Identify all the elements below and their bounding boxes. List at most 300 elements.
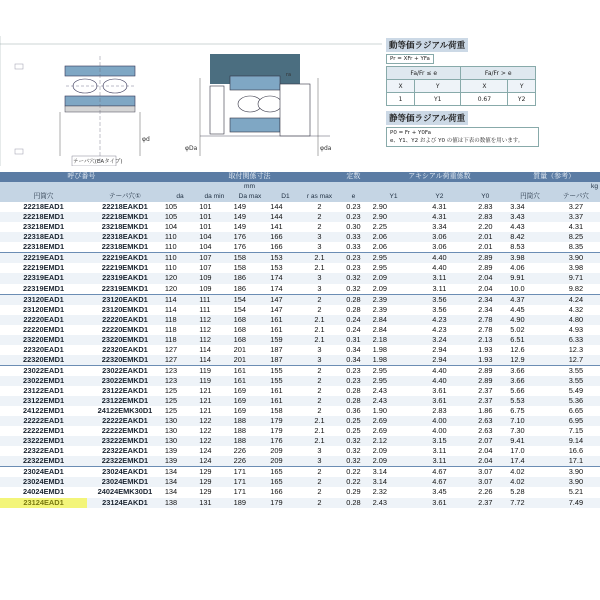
Y2-value: 3.34 [432,222,447,232]
ras-max-value: 3 [303,456,337,467]
mass-taper-value: 12.3 [568,344,584,354]
mass-cyl-value: 12.6 [510,344,525,354]
Y2-value: 3.06 [432,242,447,252]
D1-value: 179 [268,498,302,508]
da-min-value: 124 [197,456,231,467]
cyl-bore-designation: 22220EAD1 [0,315,87,325]
da-value: 125 [164,406,178,416]
ras-max-value: 2.1 [303,335,337,345]
D1-value: 159 [268,335,302,345]
ras-max-value: 2 [317,386,322,395]
mass-taper-value: 17.1 [552,456,600,467]
Y0-value: 3.07 [462,467,508,478]
Y0-value: 2.89 [478,263,493,273]
Y0-value: 2.13 [462,335,508,345]
da-value: 130 [163,436,197,446]
Y1-value: 2.95 [371,253,417,264]
da-min-value: 104 [197,232,231,242]
D1-value: 165 [268,477,302,487]
cyl-bore-designation: 22322EAD1 [23,446,64,456]
cyl-bore-designation: 23120EAD1 [0,294,87,305]
Da-max-value: 154 [232,294,269,305]
Y2-value: 3.61 [432,386,447,395]
Da-max-value: 158 [232,253,269,264]
cyl-bore-designation: 22218EAD1 [23,202,64,212]
da-min-value: 121 [199,386,212,395]
D1-value: 179 [270,426,283,436]
table-row [0,315,600,325]
cyl-bore-designation: 22318EAD1 [0,232,87,242]
da-min-value: 107 [199,263,212,273]
col-da-min: da min [197,192,231,202]
da-min-value: 111 [199,304,211,314]
Y1-value: 2.09 [372,446,388,456]
static-load-title: 静等価ラジアル荷重 [386,111,468,125]
mass-cyl-value: 4.02 [508,477,552,487]
Y1-value: 2.84 [372,324,388,334]
Y2-value: 4.23 [416,315,462,325]
Y1-value: 3.14 [371,477,417,487]
taper-bore-designation: 23024EMKD1 [87,477,163,487]
cyl-bore-designation: 23220EMD1 [0,335,87,345]
da-min-value: 122 [199,426,212,436]
table-row [0,345,600,355]
Y2-value: 3.45 [432,487,447,497]
da-value: 118 [163,335,197,345]
cyl-bore-designation: 22319EMD1 [23,283,65,293]
table-row [0,335,600,345]
cyl-bore-designation: 23024EMD1 [0,477,87,487]
taper-bore-designation: 23122EMKD1 [87,396,163,406]
col-x: X [387,80,415,93]
D1-value: 179 [268,416,302,426]
cyl-bore-designation: 23120EMD1 [23,304,65,314]
D1-value: 209 [270,446,283,456]
e-value: 0.23 [336,212,370,222]
e-value: 0.29 [346,487,361,497]
table-row [0,212,600,222]
da-value: 110 [163,232,197,242]
da-value: 114 [163,294,197,305]
Y2-value: 4.67 [416,477,462,487]
taper-bore-designation: 22319EAKD1 [87,273,163,283]
mass-cyl-value: 3.98 [508,253,552,264]
cyl-bore-designation: 22322EMD1 [0,456,87,467]
e-value: 0.32 [336,436,370,446]
cyl-bore-designation: 22319EAD1 [0,273,87,283]
Y2-value: 4.31 [432,202,447,212]
da-min-value: 104 [199,242,212,252]
Da-max-value: 168 [232,315,269,325]
taper-bore-designation: 23024EAKD1 [87,467,163,478]
Y0-value: 2.37 [478,386,493,395]
Da-max-value: 186 [233,283,246,293]
mass-taper-value: 3.90 [552,253,600,264]
e-value: 0.25 [336,416,370,426]
ras-max-value: 2.1 [314,324,325,334]
mass-taper-value: 4.32 [568,304,584,314]
factor-cell: 1 [387,93,415,106]
table-row [0,467,600,478]
taper-bore-designation: 22320EAKD1 [102,344,148,354]
Y2-value: 4.40 [416,365,462,376]
e-value: 0.23 [346,202,361,212]
col-tapered: テーパ穴① [87,192,163,202]
ras-max-value: 3 [317,283,322,293]
da-min-value: 114 [197,355,231,366]
mass-taper-value: 3.55 [552,365,600,376]
table-row [0,202,600,212]
D1-value: 155 [268,376,302,386]
Y1-value: 1.98 [371,355,417,366]
cyl-bore-designation: 22220EMD1 [23,324,65,334]
Y1-value: 2.43 [371,396,417,406]
Da-max-value: 149 [233,222,246,232]
table-row [0,253,600,264]
table-row [0,325,600,335]
table-row [0,263,600,273]
Da-max-value: 161 [232,376,269,386]
mass-cyl-value: 17.0 [510,446,525,456]
dynamic-load-formula: Pr = XFr + YFa [386,54,434,64]
Y1-value: 2.06 [371,232,417,242]
col-y: Y [508,80,536,93]
taper-bore-designation: 23124EAKD1 [87,498,163,508]
table-row [0,232,600,242]
ras-max-value: 2.1 [303,253,337,264]
mass-taper-value: 9.82 [568,283,584,293]
mass-taper-value: 7.15 [568,426,584,436]
mass-taper-value: 5.36 [552,396,600,406]
table-row [0,426,600,436]
svg-text:φd: φd [142,136,150,143]
e-value: 0.22 [336,467,370,478]
col-da: da [163,192,197,202]
D1-value: 147 [270,304,283,314]
Y1-value: 1.90 [372,406,388,416]
ras-max-value: 2 [303,467,337,478]
taper-bore-designation: 22218EAKD1 [102,202,148,212]
Y0-value: 2.04 [462,456,508,467]
da-value: 134 [163,467,197,478]
Y0-value: 2.83 [462,212,508,222]
bearing-section-left [60,56,150,166]
taper-bore-designation: 22219EAKD1 [87,253,163,264]
Y2-value: 3.15 [416,436,462,446]
Y1-value: 2.18 [371,335,417,345]
Y2-value: 4.40 [432,263,447,273]
Da-max-value: 171 [232,467,269,478]
table-row [0,498,600,508]
da-value: 104 [164,222,178,232]
mass-taper-value: 12.7 [552,355,600,366]
bearing-diagram [0,36,382,166]
col-Da-max: Da max [232,192,269,202]
mass-taper-value: 3.90 [552,477,600,487]
da-min-value: 119 [197,376,231,386]
taper-bore-designation: 23120EMKD1 [101,304,149,314]
dynamic-load-title: 動等価ラジアル荷重 [386,38,468,52]
col-y: Y [415,80,461,93]
taper-bore-designation: 22218EMKD1 [87,212,163,222]
da-value: 134 [163,477,197,487]
Y2-value: 3.06 [416,232,462,242]
cyl-bore-designation: 22320EAD1 [23,344,64,354]
col-ras-max: r as max [303,192,337,202]
mass-cyl-value: 3.34 [510,202,525,212]
da-min-value: 112 [197,315,231,325]
mass-taper-value: 3.55 [552,376,600,386]
table-row [0,456,600,467]
da-value: 139 [164,446,178,456]
Da-max-value: 158 [233,263,246,273]
da-value: 120 [164,283,178,293]
Da-max-value: 169 [232,396,269,406]
e-value: 0.32 [346,446,361,456]
svg-text:φDa: φDa [185,145,198,152]
da-min-value: 101 [199,202,212,212]
diagram-caption: テーパ穴(EAタイプ) [73,159,123,165]
da-value: 130 [164,426,178,436]
mass-cyl-value: 7.72 [508,498,552,508]
cyl-bore-designation: 22218EMD1 [0,212,87,222]
cyl-bore-designation: 23122EMD1 [0,396,87,406]
e-value: 0.23 [336,253,370,264]
unit-mm: mm [163,182,336,192]
mass-cyl-value: 4.43 [510,222,525,232]
e-value: 0.30 [346,222,361,232]
col-mass-taper: テーパ穴 [552,192,600,202]
Y2-value: 3.11 [416,456,462,467]
mass-cyl-value: 3.66 [508,365,552,376]
mass-cyl-value: 9.41 [508,436,552,446]
da-min-value: 122 [197,436,231,446]
table-row [0,376,600,386]
ras-max-value: 2 [303,396,337,406]
Y2-value: 4.40 [416,376,462,386]
D1-value: 209 [268,456,302,467]
Y0-value: 2.34 [462,294,508,305]
mass-taper-value: 5.21 [568,487,584,497]
table-row [0,284,600,295]
Da-max-value: 161 [232,365,269,376]
ras-max-value: 2 [303,294,337,305]
mass-taper-value: 4.31 [568,222,584,232]
D1-value: 141 [270,222,283,232]
Y0-value: 2.04 [478,446,493,456]
mass-cyl-value: 4.02 [508,467,552,478]
da-min-value: 114 [199,344,211,354]
mass-taper-value: 3.37 [552,212,600,222]
table-row [0,294,600,305]
header-mass: 質量（参考） [508,172,600,182]
mass-cyl-value: 3.66 [508,376,552,386]
static-load-formula [386,127,539,147]
Y2-value: 3.24 [416,335,462,345]
taper-bore-designation: 22319EMKD1 [101,283,149,293]
da-min-value: 124 [199,446,212,456]
Da-max-value: 176 [232,232,269,242]
Y0-value: 2.37 [462,396,508,406]
ras-max-value: 3 [303,355,337,366]
D1-value: 161 [270,386,283,395]
Y0-value: 2.89 [462,253,508,264]
da-min-value: 111 [197,294,231,305]
Da-max-value: 154 [233,304,246,314]
da-min-value: 121 [197,396,231,406]
ras-max-value: 3 [317,242,322,252]
mass-taper-value: 8.25 [552,232,600,242]
mass-cyl-value: 8.42 [508,232,552,242]
table-row [0,365,600,376]
cyl-bore-designation: 24024EMD1 [23,487,65,497]
Y2-value: 3.61 [416,498,462,508]
col-Y2: Y2 [416,192,462,202]
mass-cyl-value: 7.30 [510,426,525,436]
mass-cyl-value: 3.43 [508,212,552,222]
header-mounting: 取付関係寸法 [163,172,336,182]
col-D1: D1 [268,192,302,202]
Y2-value: 2.83 [432,406,447,416]
mass-cyl-value: 9.91 [508,273,552,283]
da-value: 123 [163,376,197,386]
col-Y0: Y0 [462,192,508,202]
da-min-value: 112 [199,324,211,334]
Da-max-value: 149 [233,202,246,212]
ras-max-value: 3 [303,273,337,283]
table-row [0,396,600,406]
D1-value: 144 [268,212,302,222]
table-row [0,242,600,253]
da-min-value: 121 [199,406,212,416]
taper-bore-designation: 23022EAKD1 [87,365,163,376]
Da-max-value: 201 [233,344,246,354]
mass-taper-value: 6.65 [568,406,584,416]
table-row [0,477,600,487]
e-value: 0.32 [336,456,370,467]
Y2-value: 4.23 [432,324,447,334]
Y0-value: 2.78 [462,315,508,325]
Y2-value: 3.11 [432,283,447,293]
mass-taper-value: 4.93 [568,324,584,334]
da-min-value: 112 [197,335,231,345]
ras-max-value: 2.1 [303,436,337,446]
table-row [0,416,600,426]
Y1-value: 2.43 [372,386,388,395]
e-value: 0.28 [346,386,361,395]
da-value: 120 [163,273,197,283]
mass-taper-value: 5.49 [568,386,584,395]
mounting-diagram [185,54,332,156]
taper-bore-designation: 23220EMKD1 [87,335,163,345]
Y0-value: 1.86 [478,406,493,416]
Da-max-value: 189 [232,498,269,508]
Y0-value: 2.83 [478,202,493,212]
da-min-value: 129 [197,477,231,487]
Y2-value: 4.31 [416,212,462,222]
mass-cyl-value: 10.0 [510,283,525,293]
ras-max-value: 2.1 [303,416,337,426]
Da-max-value: 188 [232,416,269,426]
Da-max-value: 226 [233,446,246,456]
table-row [0,436,600,446]
D1-value: 161 [268,315,302,325]
Y1-value: 2.95 [371,376,417,386]
Da-max-value: 168 [232,335,269,345]
Y0-value: 2.20 [478,222,493,232]
mass-cyl-value: 4.06 [510,263,525,273]
Y0-value: 2.89 [462,376,508,386]
e-value: 0.32 [336,273,370,283]
da-value: 130 [163,416,197,426]
da-value: 105 [163,212,197,222]
da-value: 125 [164,386,178,395]
mass-cyl-value: 4.45 [510,304,525,314]
D1-value: 187 [270,344,283,354]
da-value: 118 [164,324,177,334]
table-row [0,222,600,232]
Da-max-value: 169 [233,386,246,395]
Y1-value: 2.90 [371,212,417,222]
Y0-value: 2.89 [462,365,508,376]
mass-cyl-value: 5.28 [510,487,525,497]
cyl-bore-designation: 23218EMD1 [23,222,65,232]
Y2-value: 4.00 [416,416,462,426]
Y1-value: 1.98 [372,344,388,354]
taper-bore-designation: 24024EMK30D1 [97,487,153,497]
mass-taper-value: 7.49 [552,498,600,508]
da-value: 127 [163,355,197,366]
cyl-bore-designation: 23022EAD1 [0,365,87,376]
e-value: 0.32 [346,283,361,293]
Y1-value: 2.39 [372,304,388,314]
da-value: 110 [164,242,177,252]
mass-taper-value: 8.35 [568,242,584,252]
table-row [0,355,600,366]
ras-max-value: 2 [317,406,322,416]
Y0-value: 2.04 [462,273,508,283]
Da-max-value: 171 [232,477,269,487]
taper-bore-designation: 22322EAKD1 [102,446,148,456]
cyl-bore-designation: 23124EAD1 [0,498,87,508]
mass-taper-value: 3.27 [568,202,584,212]
e-value: 0.34 [346,344,361,354]
col-e: e [336,192,370,202]
col-mass-cyl: 円筒穴 [508,192,552,202]
Y1-value: 2.43 [371,498,417,508]
Y0-value: 3.07 [462,477,508,487]
mass-taper-value: 4.80 [552,315,600,325]
da-min-value: 101 [199,222,212,232]
factor-cell: 0.67 [461,93,508,106]
svg-text:φda: φda [320,145,332,152]
Y2-value: 2.94 [432,344,447,354]
ras-max-value: 2 [317,222,322,232]
e-value: 0.28 [336,294,370,305]
da-value: 127 [164,344,178,354]
taper-bore-designation: 23022EMKD1 [87,376,163,386]
da-value: 110 [164,263,177,273]
header-designation: 呼び番号 [0,172,163,182]
da-min-value: 107 [197,253,231,264]
Y1-value: 2.84 [371,315,417,325]
header-axial: アキシアル荷重係数 [371,172,509,182]
mass-cyl-value: 6.51 [508,335,552,345]
mass-taper-value: 3.90 [552,467,600,478]
Da-max-value: 201 [232,355,269,366]
taper-bore-designation: 23120EAKD1 [87,294,163,305]
D1-value: 166 [268,232,302,242]
